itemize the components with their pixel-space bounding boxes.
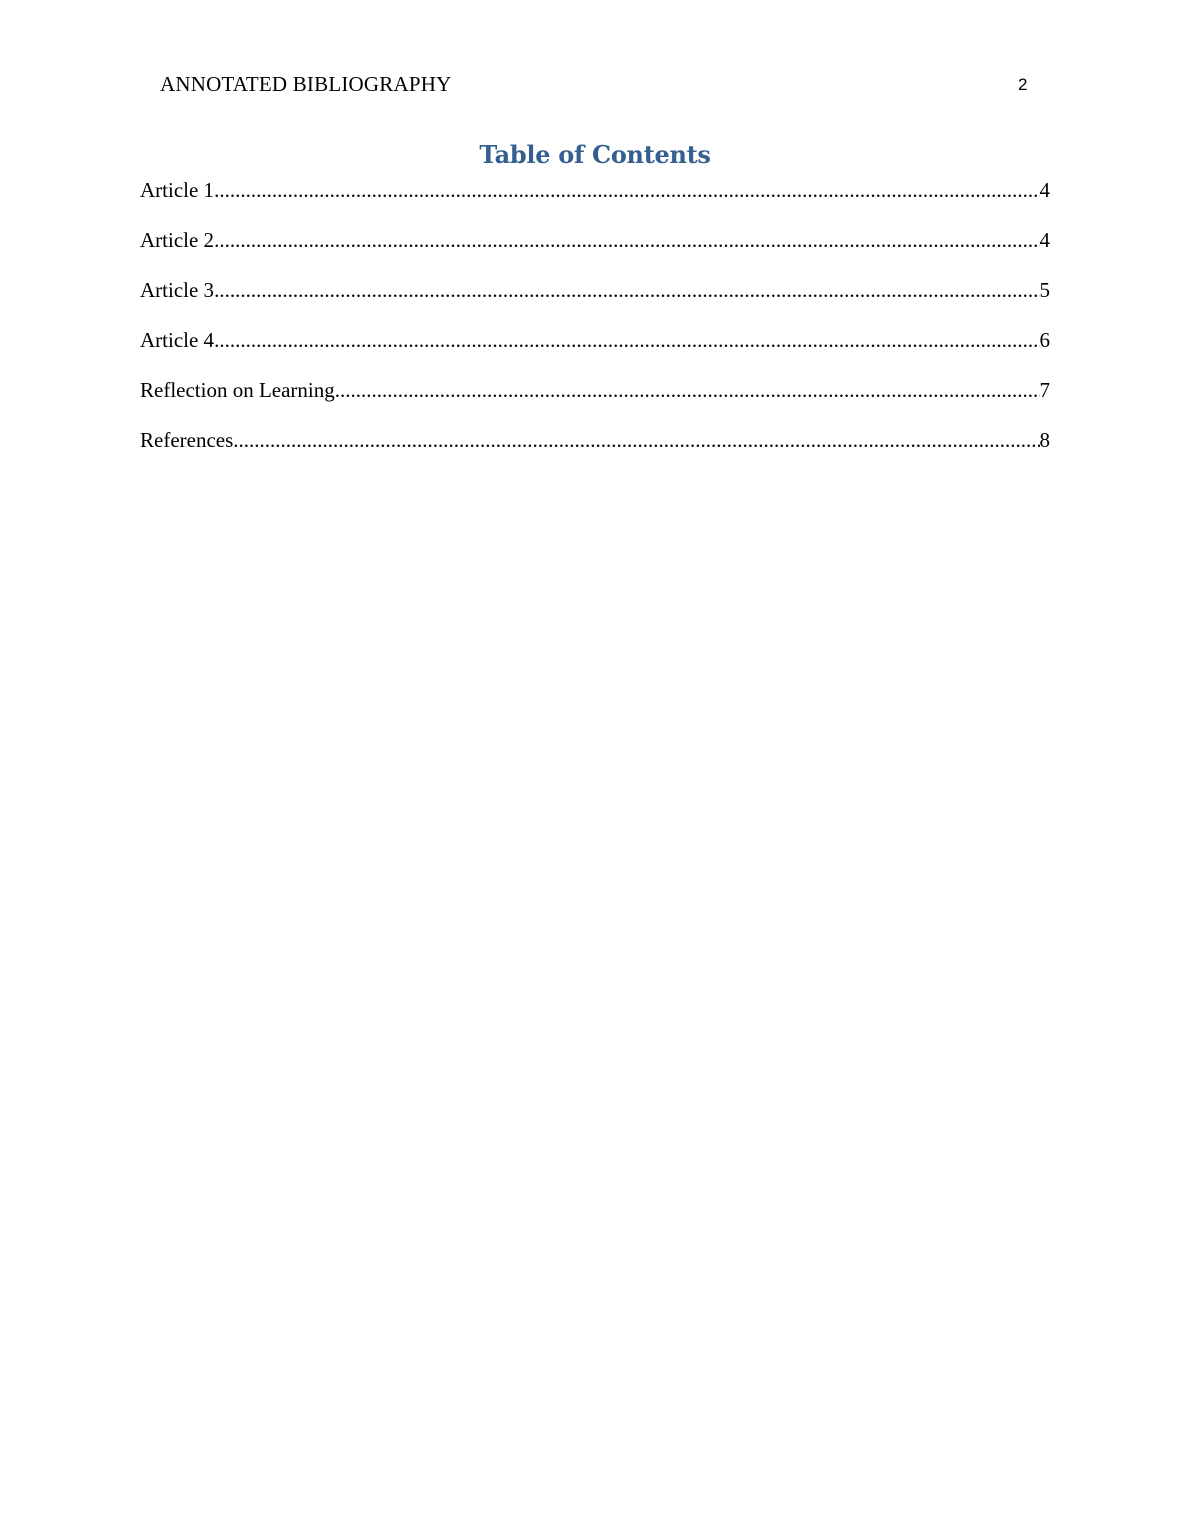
toc-entry-article-2[interactable] [140,226,1050,276]
toc-entry-article-1[interactable] [140,176,1050,226]
toc-dot-leader [214,226,1039,254]
toc-entry-label: References [140,428,234,452]
toc-dot-leader [233,426,1039,454]
toc-entry-label: Article 4 [140,328,215,352]
page-number: 2 [1018,75,1028,94]
toc-entry-page: 6 [1039,328,1050,352]
toc-dot-leader [214,176,1039,204]
toc-entry-label: Article 2 [140,228,215,252]
toc-entry-label: Reflection on Learning [140,378,335,402]
toc-entry-page: 4 [1039,228,1050,252]
toc-dot-leader [214,326,1039,354]
running-head: ANNOTATED BIBLIOGRAPHY [160,72,452,96]
toc-entry-label: Article 1 [140,178,215,202]
toc-entry-references[interactable] [140,426,1050,476]
toc-entry-page: 4 [1039,178,1050,202]
toc-dot-leader [335,376,1040,404]
toc-entry-page: 5 [1039,278,1050,302]
toc-list [140,176,1050,476]
toc-entry-reflection-on-learning[interactable] [140,376,1050,426]
toc-entry-article-4[interactable] [140,326,1050,376]
toc-entry-page: 8 [1039,428,1050,452]
toc-title: Table of Contents [479,140,711,169]
toc-dot-leader [214,276,1039,304]
toc-entry-article-3[interactable] [140,276,1050,326]
toc-entry-label: Article 3 [140,278,215,302]
toc-entry-page: 7 [1039,378,1050,402]
